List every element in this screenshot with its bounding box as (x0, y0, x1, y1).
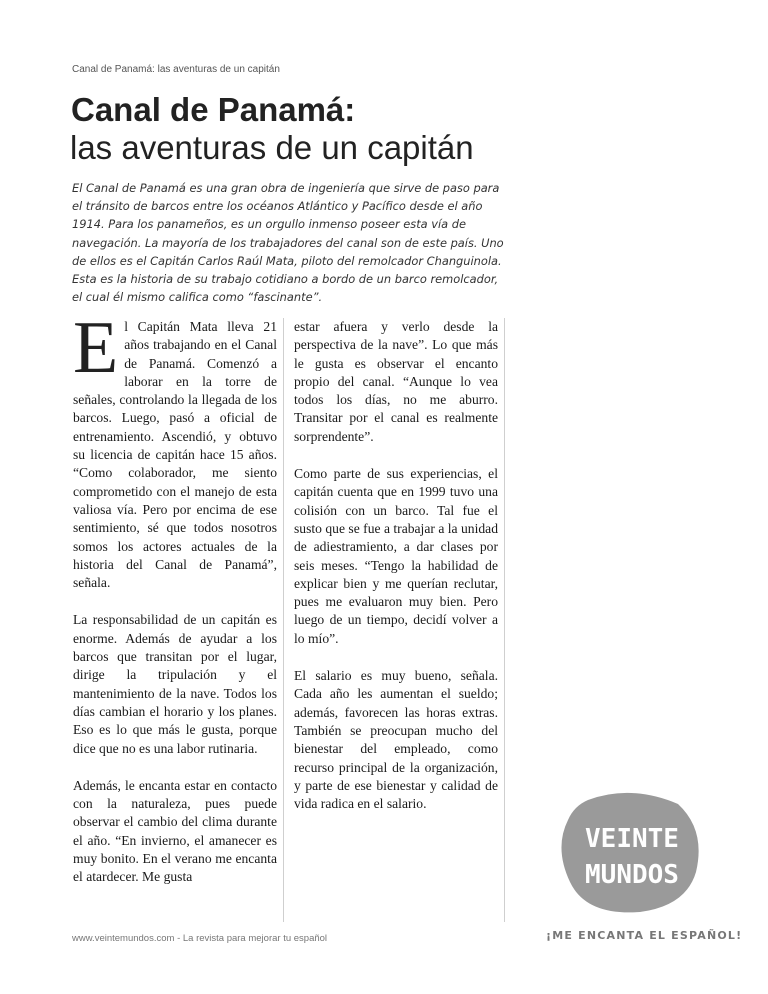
slogan: ¡ME ENCANTA EL ESPAÑOL! (546, 929, 743, 942)
footer: www.veintemundos.com - La revista para mejorar tu español (72, 933, 328, 944)
logo-line-2: MUNDOS (585, 860, 679, 890)
article-column-2 (294, 318, 498, 832)
drop-cap: E (73, 307, 119, 389)
paragraph-2: La responsabilidad de un capitán es enorme. Además de ayudar a los barcos que transitan por el lugar, dirige la tripulación y el mantenimiento de la nave. Todos los días cambian el horario y los planes. Eso es lo que más le gusta, porque dice que no es una labor rutinaria. (73, 612, 277, 756)
column-divider-right (504, 318, 505, 922)
paragraph-5: El salario es muy bueno, señala. Cada año les aumentan el sueldo; además, favorecen las horas extras. También se preocupan mucho del bienestar del empleado, como recurso principal de la organización, y parte de ese bienestar y calidad de vida radica en el salario. (294, 668, 498, 812)
paragraph-1-text: l Capitán Mata lleva 21 años trabajando en el Canal de Panamá. Comenzó a laborar en la torre de señales, controlando la llegada de los barcos. Luego, pasó a oficial de entrenamiento. Ascendió, y obtuvo su licencia de capitán hace 15 años. “Como colaborador, me siento comprometido con el manejo de esta valiosa vía. Pero por encima de ese sentimiento, sé que todos nosotros somos los actores actuales de la historia del Canal de Panamá”, señala. (73, 319, 277, 591)
paragraph-3-continued: estar afuera y verlo desde la perspectiva de la nave”. Lo que más le gusta es observar el encanto propio del canal. “Aunque lo vea todos los días, no me aburro. Transitar por el canal es realmente sorprendente”. (294, 319, 498, 444)
logo-line-1: VEINTE (585, 824, 679, 854)
paragraph-1 (73, 307, 277, 592)
article-column-1 (73, 307, 277, 906)
paragraph-4: Como parte de sus experiencias, el capitán cuenta que en 1999 tuvo una colisión con un barco. Tal fue el susto que se fue a trabajar a la unidad de adiestramiento, a dar clases por seis meses. “Tengo la habilidad de explicar bien y me querían reclutar, pues me evaluaron muy bien. Pero luego de un tiempo, decidí volver a lo mío”. (294, 466, 498, 646)
title-line-1: Canal de Panamá: (71, 91, 356, 128)
running-header: Canal de Panamá: las aventuras de un capitán (72, 64, 280, 75)
paragraph-3: Además, le encanta estar en contacto con la naturaleza, pues puede observar el cambio del clima durante el año. “En invierno, el amanecer es muy bonito. En el verano me encanta el atardecer. Me gusta (73, 777, 277, 885)
title-line-2: las aventuras de un capitán (70, 129, 474, 166)
column-divider (283, 318, 284, 922)
lead-paragraph: El Canal de Panamá es una gran obra de ingeniería que sirve de paso para el tránsito de barcos entre los océanos Atlántico y Pacífico desde el año 1914. Para los panameños, es un orgullo inmenso poseer esta vía de navegación. La mayoría de los trabajadores del canal son de este país. Uno de ellos es el Capitán Carlos Raúl Mata, piloto del remolcador Changuinola. Esta es la historia de su trabajo cotidiano a bordo de un barco remolcador, el cual él mismo califica como “fascinante”. (72, 181, 504, 305)
veinte-mundos-logo (556, 790, 706, 915)
